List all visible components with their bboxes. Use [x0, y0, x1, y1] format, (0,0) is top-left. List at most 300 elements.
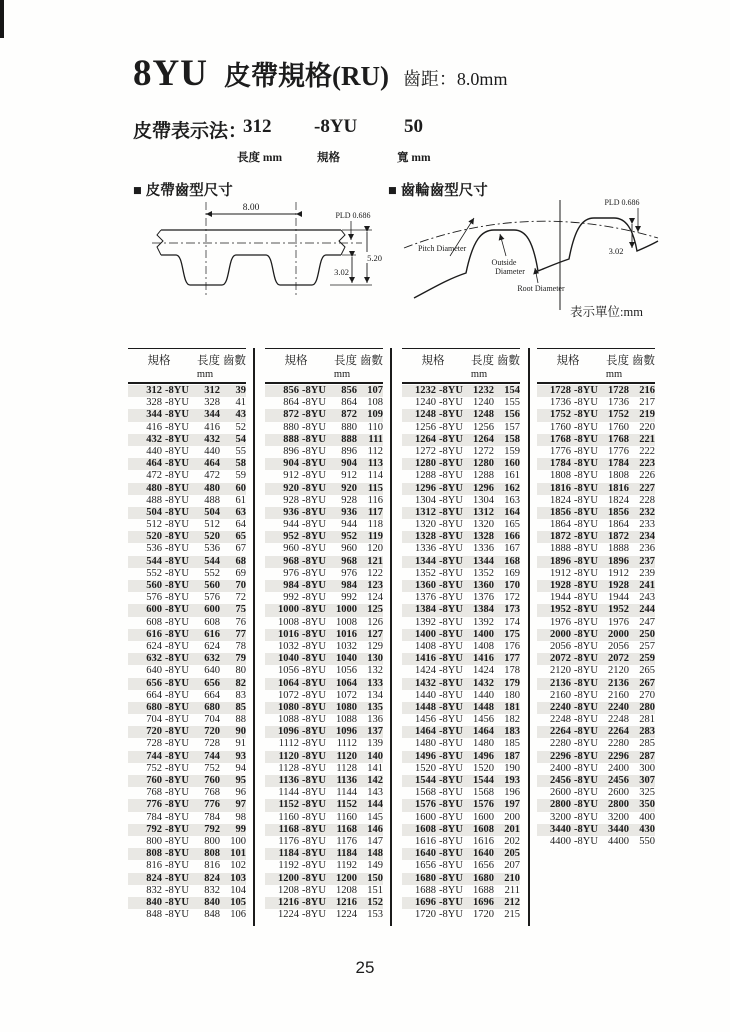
page-number: 25 [355, 958, 375, 977]
table-row [537, 629, 655, 641]
length-cell: 2456 [608, 775, 629, 786]
length-cell: 1152 [336, 799, 357, 811]
teeth-cell: 200 [504, 811, 520, 823]
length-cell: 1752 [608, 409, 629, 421]
teeth-cell: 178 [504, 665, 520, 677]
length-cell: 576 [204, 592, 220, 604]
table-row [128, 531, 246, 543]
teeth-cell: 43 [235, 409, 246, 421]
length-cell: 1720 [473, 909, 494, 921]
length-cell: 536 [204, 543, 220, 555]
length-cell: 1640 [473, 848, 494, 860]
table-row [128, 434, 246, 446]
length-cell: 1616 [473, 835, 494, 847]
teeth-cell: 143 [367, 787, 383, 799]
spec-cell: 1656 -8YU [415, 860, 463, 872]
belt-spec-table-4 [537, 348, 655, 848]
table-row [265, 897, 383, 909]
length-cell: 464 [204, 458, 220, 470]
table-row [128, 799, 246, 811]
spec-cell: 2264 -8YU [550, 726, 598, 738]
length-cell: 1952 [608, 604, 629, 616]
header-unit: mm [333, 369, 351, 380]
spec-cell: 1112 -8YU [278, 738, 326, 750]
length-cell: 912 [341, 470, 357, 482]
spec-cell: 1912 -8YU [550, 567, 598, 579]
length-cell: 600 [204, 604, 220, 616]
spec-cell: 1696 -8YU [415, 896, 463, 908]
table-row [402, 738, 520, 750]
spec-cell: 1808 -8YU [550, 470, 598, 482]
spec-cell: 1608 -8YU [415, 823, 463, 835]
length-cell: 1872 [608, 531, 629, 543]
length-cell: 504 [204, 506, 220, 518]
spec-cell: 888 -8YU [283, 433, 326, 445]
teeth-cell: 430 [639, 823, 655, 835]
spec-cell: 944 -8YU [283, 519, 326, 531]
table-row [128, 702, 246, 714]
spec-cell: 344 -8YU [146, 409, 189, 421]
table-row [537, 604, 655, 616]
length-cell: 792 [204, 823, 220, 835]
table-row [402, 422, 520, 434]
table-row [402, 751, 520, 763]
table-row [537, 641, 655, 653]
teeth-cell: 172 [504, 592, 520, 604]
length-cell: 1168 [336, 823, 357, 835]
spec-cell: 792 -8YU [146, 823, 189, 835]
section-title-belt-profile: ■ 皮帶齒型尺寸 [133, 183, 233, 199]
belt-notation-row [0, 116, 730, 142]
teeth-cell: 77 [235, 628, 246, 640]
spec-cell: 1264 -8YU [415, 433, 463, 445]
teeth-cell: 156 [504, 409, 520, 421]
length-cell: 2800 [608, 799, 629, 811]
teeth-cell: 247 [639, 616, 655, 628]
belt-break-left [157, 230, 163, 255]
length-cell: 760 [204, 775, 220, 786]
table-row [537, 483, 655, 495]
table-row [128, 690, 246, 702]
spec-cell: 1728 -8YU [550, 385, 598, 396]
table-row [128, 824, 246, 836]
teeth-cell: 135 [367, 701, 383, 713]
length-cell: 1216 [336, 896, 357, 908]
teeth-cell: 68 [235, 555, 246, 567]
spec-cell: 1824 -8YU [550, 494, 598, 506]
length-cell: 1376 [473, 592, 494, 604]
table-row [128, 385, 246, 397]
teeth-cell: 55 [235, 445, 246, 457]
length-cell: 1144 [336, 787, 357, 799]
teeth-cell: 250 [639, 628, 655, 640]
table-row [402, 775, 520, 787]
spec-cell: 976 -8YU [283, 567, 326, 579]
total-height-label: 5.20 [367, 253, 382, 263]
teeth-cell: 179 [504, 677, 520, 689]
length-cell: 1240 [473, 397, 494, 409]
length-cell: 1328 [473, 531, 494, 543]
table-row [265, 824, 383, 836]
length-cell: 960 [341, 543, 357, 555]
table-row [128, 409, 246, 421]
spec-cell: 432 -8YU [146, 433, 189, 445]
table-row [128, 873, 246, 885]
length-cell: 1008 [336, 616, 357, 628]
teeth-cell: 167 [504, 543, 520, 555]
length-cell: 1696 [473, 896, 494, 908]
teeth-cell: 70 [235, 580, 246, 591]
teeth-cell: 220 [639, 421, 655, 433]
length-cell: 1424 [473, 665, 494, 677]
length-cell: 488 [204, 494, 220, 506]
spec-cell: 1544 -8YU [415, 775, 463, 786]
table-divider [253, 348, 255, 926]
length-cell: 2400 [608, 762, 629, 774]
table-header [402, 349, 520, 369]
length-cell: 656 [204, 677, 220, 689]
teeth-cell: 107 [367, 385, 383, 396]
spec-cell: 1184 -8YU [278, 848, 326, 860]
teeth-cell: 140 [367, 750, 383, 762]
unit-note: 表示單位:mm [570, 305, 643, 319]
teeth-cell: 123 [367, 580, 383, 591]
teeth-cell: 121 [367, 555, 383, 567]
spec-cell: 1520 -8YU [415, 762, 463, 774]
spec-cell: 1288 -8YU [415, 470, 463, 482]
header-length: 長度 [334, 355, 357, 367]
spec-cell: 480 -8YU [146, 482, 189, 494]
spec-cell: 1296 -8YU [415, 482, 463, 494]
spec-cell: 1616 -8YU [415, 835, 463, 847]
teeth-cell: 58 [235, 458, 246, 470]
spec-cell: 1016 -8YU [278, 628, 326, 640]
length-cell: 480 [204, 482, 220, 494]
table-row [537, 702, 655, 714]
table-row [128, 580, 246, 592]
table-row [128, 397, 246, 409]
length-cell: 1480 [473, 738, 494, 750]
table-row [537, 836, 655, 848]
teeth-cell: 106 [230, 909, 246, 921]
table-row [128, 726, 246, 738]
teeth-cell: 151 [367, 884, 383, 896]
length-cell: 1824 [608, 494, 629, 506]
length-cell: 1264 [473, 433, 494, 445]
teeth-cell: 283 [639, 726, 655, 738]
teeth-cell: 116 [367, 494, 383, 506]
length-cell: 1120 [336, 750, 357, 762]
teeth-cell: 221 [639, 433, 655, 445]
table-row [402, 909, 520, 921]
table-row [128, 860, 246, 872]
table-row [537, 763, 655, 775]
length-cell: 752 [204, 762, 220, 774]
table-row [265, 678, 383, 690]
teeth-cell: 142 [367, 775, 383, 786]
teeth-cell: 215 [504, 909, 520, 921]
spec-cell: 2056 -8YU [550, 640, 598, 652]
length-cell: 1760 [608, 421, 629, 433]
teeth-cell: 169 [504, 567, 520, 579]
length-cell: 2280 [608, 738, 629, 750]
teeth-cell: 193 [504, 775, 520, 786]
length-cell: 2160 [608, 689, 629, 701]
table-row [128, 568, 246, 580]
table-row [402, 714, 520, 726]
spec-cell: 864 -8YU [283, 397, 326, 409]
length-cell: 1000 [336, 604, 357, 616]
table-row [265, 568, 383, 580]
table-row [265, 604, 383, 616]
length-cell: 1200 [336, 872, 357, 884]
belt-spec-table-2 [265, 348, 383, 921]
length-cell: 1808 [608, 470, 629, 482]
length-cell: 2240 [608, 701, 629, 713]
table-row [265, 665, 383, 677]
teeth-cell: 270 [639, 689, 655, 701]
table-row [128, 653, 246, 665]
teeth-cell: 153 [367, 909, 383, 921]
table-row [402, 897, 520, 909]
spec-cell: 704 -8YU [146, 714, 189, 726]
table-row [537, 568, 655, 580]
table-row [402, 470, 520, 482]
teeth-cell: 111 [368, 433, 383, 445]
table-row [265, 580, 383, 592]
spec-cell: 808 -8YU [146, 848, 189, 860]
table-row [402, 483, 520, 495]
pitch-diameter-label: Pitch Diameter [418, 244, 467, 253]
spec-cell: 1352 -8YU [415, 567, 463, 579]
table-row [128, 909, 246, 921]
length-cell: 1176 [336, 835, 357, 847]
table-row [265, 751, 383, 763]
table-row [265, 860, 383, 872]
teeth-cell: 79 [235, 653, 246, 665]
length-cell: 640 [204, 665, 220, 677]
table-row [537, 458, 655, 470]
length-cell: 976 [341, 567, 357, 579]
teeth-cell: 80 [235, 665, 246, 677]
table-row [537, 714, 655, 726]
table-row [402, 629, 520, 641]
table-row [128, 787, 246, 799]
teeth-cell: 176 [504, 640, 520, 652]
table-row [537, 470, 655, 482]
spec-cell: 816 -8YU [146, 860, 189, 872]
length-cell: 1016 [336, 628, 357, 640]
spec-cell: 1208 -8YU [278, 884, 326, 896]
belt-break-right [339, 230, 345, 255]
length-cell: 832 [204, 884, 220, 896]
spec-cell: 1408 -8YU [415, 640, 463, 652]
spec-cell: 1384 -8YU [415, 604, 463, 616]
table-row [402, 617, 520, 629]
table-row [265, 702, 383, 714]
length-cell: 344 [204, 409, 220, 421]
length-cell: 784 [204, 811, 220, 823]
spec-cell: 920 -8YU [283, 482, 326, 494]
table-row [265, 483, 383, 495]
length-cell: 1080 [336, 701, 357, 713]
teeth-cell: 160 [504, 458, 520, 470]
table-row [128, 629, 246, 641]
teeth-cell: 104 [230, 884, 246, 896]
spec-cell: 472 -8YU [146, 470, 189, 482]
teeth-cell: 78 [235, 640, 246, 652]
spec-cell: 880 -8YU [283, 421, 326, 433]
teeth-cell: 110 [367, 421, 383, 433]
spec-cell: 968 -8YU [283, 555, 326, 567]
table-row [128, 495, 246, 507]
table-row [265, 397, 383, 409]
spec-cell: 1000 -8YU [278, 604, 326, 616]
table-row [265, 507, 383, 519]
table-row [265, 470, 383, 482]
notation-example-length: 312 [243, 116, 272, 137]
length-cell: 1232 [473, 385, 494, 396]
spec-cell: 1576 -8YU [415, 799, 463, 811]
length-cell: 1344 [473, 555, 494, 567]
table-row [265, 909, 383, 921]
header-teeth: 齒數 [632, 355, 655, 367]
length-cell: 1272 [473, 445, 494, 457]
spec-cell: 904 -8YU [283, 458, 326, 470]
teeth-cell: 180 [504, 689, 520, 701]
length-cell: 1184 [336, 848, 357, 860]
length-cell: 1688 [473, 884, 494, 896]
teeth-cell: 243 [639, 592, 655, 604]
spec-cell: 464 -8YU [146, 458, 189, 470]
table-row [265, 434, 383, 446]
table-row [265, 617, 383, 629]
spec-cell: 1424 -8YU [415, 665, 463, 677]
spec-cell: 576 -8YU [146, 592, 189, 604]
table-row [402, 507, 520, 519]
teeth-cell: 183 [504, 726, 520, 738]
table-header-unit-row [128, 369, 246, 384]
spec-cell: 840 -8YU [146, 896, 189, 908]
teeth-cell: 60 [235, 482, 246, 494]
belt-profile-diagram [146, 198, 386, 309]
spec-cell: 1360 -8YU [415, 580, 463, 591]
spec-cell: 728 -8YU [146, 738, 189, 750]
teeth-cell: 287 [639, 750, 655, 762]
spec-cell: 3440 -8YU [550, 823, 598, 835]
teeth-cell: 75 [235, 604, 246, 616]
table-row [265, 836, 383, 848]
table-row [265, 458, 383, 470]
table-row [402, 580, 520, 592]
spec-cell: 784 -8YU [146, 811, 189, 823]
spec-cell: 1152 -8YU [278, 799, 326, 811]
spec-cell: 1216 -8YU [278, 896, 326, 908]
pld-label: PLD 0.686 [335, 211, 371, 220]
table-row [537, 409, 655, 421]
spec-cell: 1144 -8YU [278, 787, 326, 799]
teeth-cell: 259 [639, 653, 655, 665]
notation-label: 皮帶表示法： [133, 121, 248, 142]
length-cell: 728 [204, 738, 220, 750]
length-cell: 1400 [473, 628, 494, 640]
length-cell: 1944 [608, 592, 629, 604]
teeth-cell: 175 [504, 628, 520, 640]
table-row [402, 799, 520, 811]
table-row [537, 617, 655, 629]
header-unit: mm [470, 369, 488, 380]
table-row [402, 885, 520, 897]
table-row [402, 458, 520, 470]
teeth-cell: 170 [504, 580, 520, 591]
table-row [537, 592, 655, 604]
table-row [402, 678, 520, 690]
teeth-cell: 325 [639, 787, 655, 799]
length-cell: 1312 [473, 506, 494, 518]
spec-cell: 1168 -8YU [278, 823, 326, 835]
table-row [128, 446, 246, 458]
teeth-cell: 122 [367, 567, 383, 579]
spec-cell: 1344 -8YU [415, 555, 463, 567]
spec-cell: 1944 -8YU [550, 592, 598, 604]
teeth-cell: 168 [504, 555, 520, 567]
spec-cell: 2296 -8YU [550, 750, 598, 762]
spec-cell: 1816 -8YU [550, 482, 598, 494]
length-cell: 1304 [473, 494, 494, 506]
teeth-cell: 109 [367, 409, 383, 421]
teeth-cell: 65 [235, 531, 246, 543]
table-row [537, 824, 655, 836]
teeth-cell: 550 [639, 835, 655, 847]
spec-cell: 488 -8YU [146, 494, 189, 506]
table-row [128, 422, 246, 434]
table-row [537, 678, 655, 690]
table-row [128, 885, 246, 897]
spec-cell: 1640 -8YU [415, 848, 463, 860]
length-cell: 1416 [473, 653, 494, 665]
teeth-cell: 219 [639, 409, 655, 421]
sublabel-length: 長度 mm [237, 152, 283, 164]
teeth-cell: 136 [367, 714, 383, 726]
table-row [265, 641, 383, 653]
spec-cell: 760 -8YU [146, 775, 189, 786]
teeth-cell: 190 [504, 762, 520, 774]
length-cell: 608 [204, 616, 220, 628]
teeth-cell: 257 [639, 640, 655, 652]
spec-cell: 656 -8YU [146, 677, 189, 689]
table-row [537, 690, 655, 702]
table-row [128, 763, 246, 775]
length-cell: 888 [341, 433, 357, 445]
spec-cell: 960 -8YU [283, 543, 326, 555]
spec-cell: 1280 -8YU [415, 458, 463, 470]
length-cell: 1256 [473, 421, 494, 433]
spec-cell: 1856 -8YU [550, 506, 598, 518]
teeth-cell: 139 [367, 738, 383, 750]
spec-cell: 1192 -8YU [278, 860, 326, 872]
spec-cell: 2120 -8YU [550, 665, 598, 677]
length-cell: 992 [341, 592, 357, 604]
teeth-cell: 173 [504, 604, 520, 616]
header-unit: mm [605, 369, 623, 380]
length-cell: 1656 [473, 860, 494, 872]
length-cell: 1392 [473, 616, 494, 628]
spec-cell: 2248 -8YU [550, 714, 598, 726]
belt-notation-sublabels [0, 149, 730, 165]
table-row [128, 714, 246, 726]
table-header-unit-row [537, 369, 655, 384]
spec-cell: 1096 -8YU [278, 726, 326, 738]
